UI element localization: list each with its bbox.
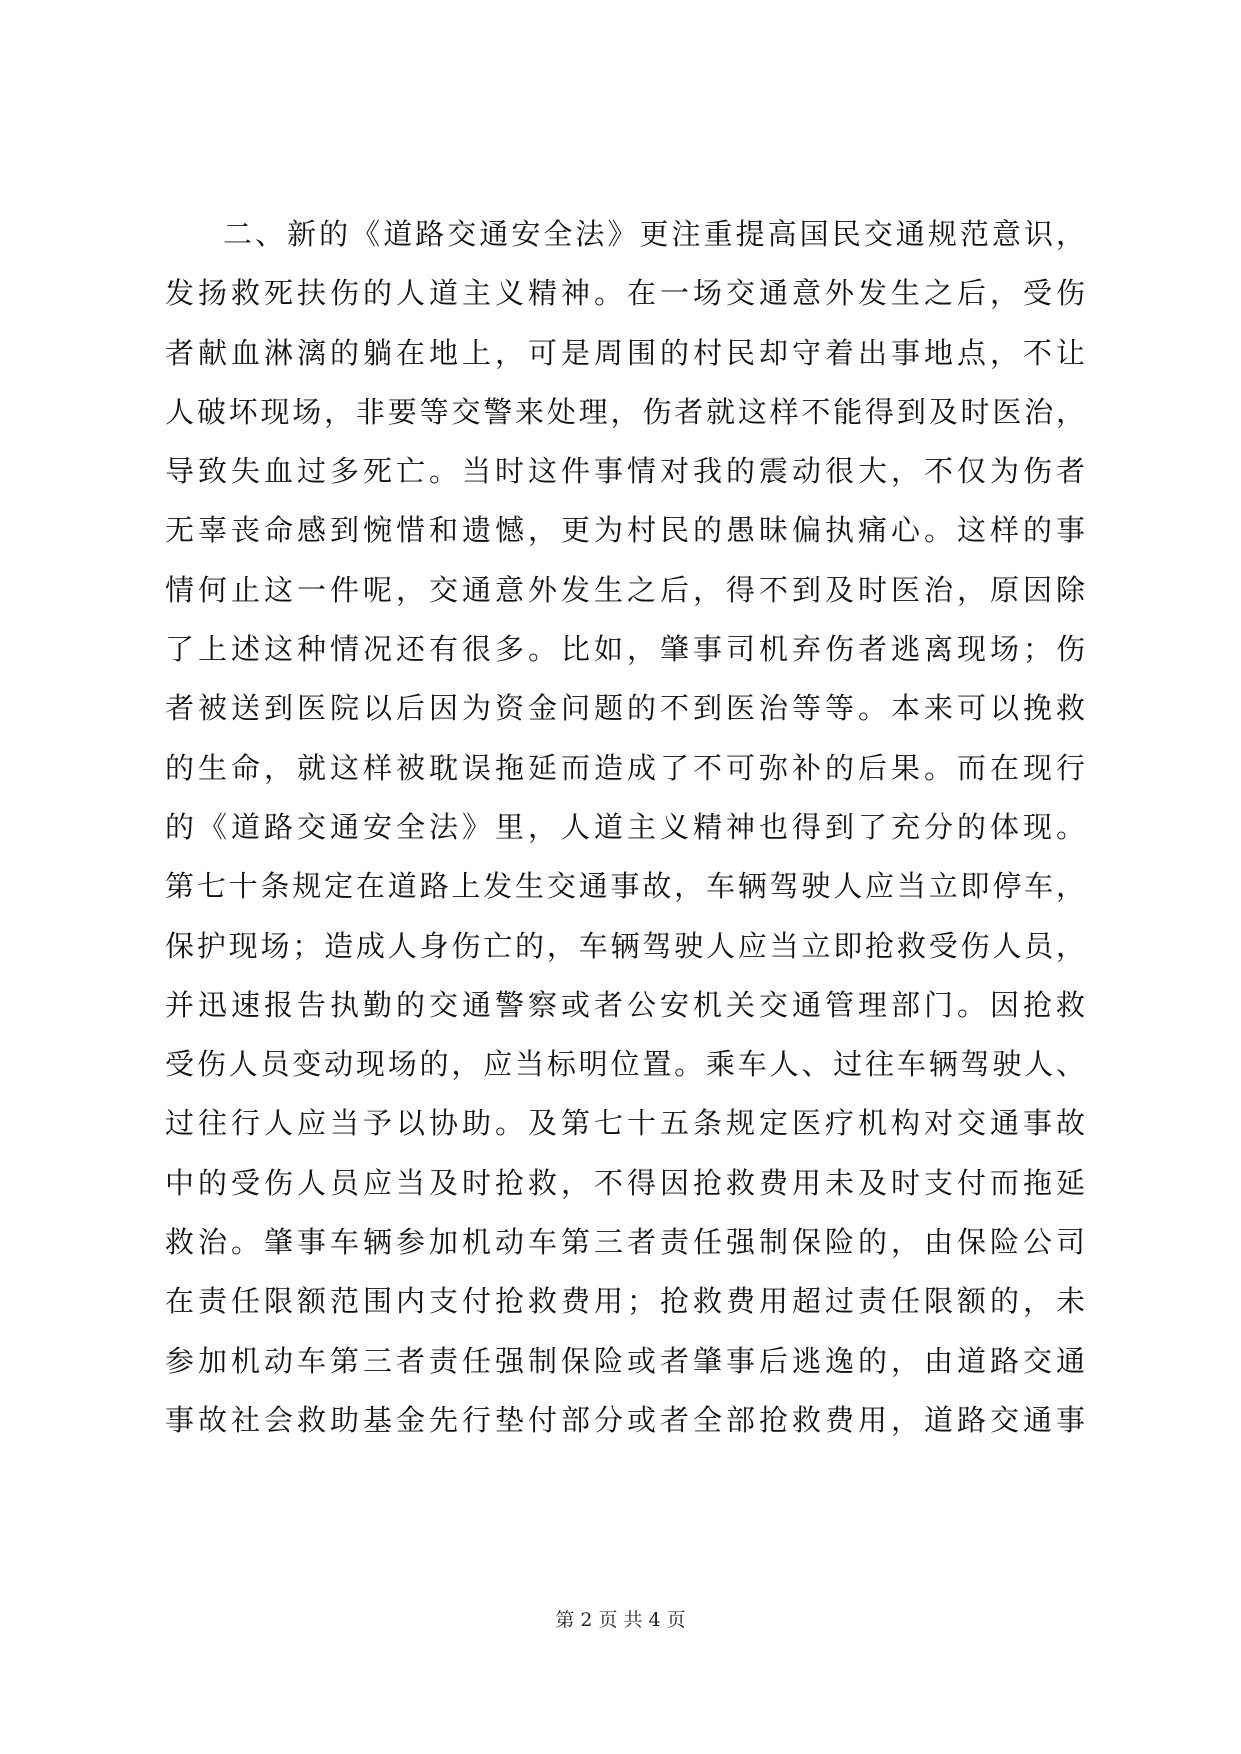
text-line: 事故社会救助基金先行垫付部分或者全部抢救费用，道路交通事	[165, 1402, 1085, 1437]
text-line: 的《道路交通安全法》里，人道主义精神也得到了充分的体现。	[165, 809, 1085, 844]
page-footer	[0, 1607, 1241, 1633]
text-line: 的生命，就这样被耽误拖延而造成了不可弥补的后果。而在现行	[165, 750, 1085, 785]
body-paragraph	[165, 205, 1085, 1450]
text-line: 第七十条规定在道路上发生交通事故，车辆驾驶人应当立即停车，	[165, 869, 1085, 904]
text-line: 情何止这一件呢，交通意外发生之后，得不到及时医治，原因除	[165, 572, 1085, 607]
text-line: 导致失血过多死亡。当时这件事情对我的震动很大，不仅为伤者	[165, 454, 1085, 489]
text-line: 参加机动车第三者责任强制保险或者肇事后逃逸的，由道路交通	[165, 1343, 1085, 1378]
text-line: 无辜丧命感到惋惜和遗憾，更为村民的愚昧偏执痛心。这样的事	[165, 513, 1085, 548]
page-number-label: 第 2 页 共 4 页	[555, 1609, 686, 1631]
text-line: 并迅速报告执勤的交通警察或者公安机关交通管理部门。因抢救	[165, 987, 1085, 1022]
text-line: 者被送到医院以后因为资金问题的不到医治等等。本来可以挽救	[165, 691, 1085, 726]
text-line: 人破坏现场，非要等交警来处理，伤者就这样不能得到及时医治，	[165, 394, 1085, 429]
text-line: 受伤人员变动现场的，应当标明位置。乘车人、过往车辆驾驶人、	[165, 1047, 1085, 1082]
text-line: 中的受伤人员应当及时抢救，不得因抢救费用未及时支付而拖延	[165, 1165, 1085, 1200]
text-line: 保护现场；造成人身伤亡的，车辆驾驶人应当立即抢救受伤人员，	[165, 928, 1085, 963]
text-line: 二、新的《道路交通安全法》更注重提高国民交通规范意识，	[223, 217, 1085, 251]
text-line: 在责任限额范围内支付抢救费用；抢救费用超过责任限额的，未	[165, 1284, 1085, 1319]
text-line: 救治。肇事车辆参加机动车第三者责任强制保险的，由保险公司	[165, 1225, 1085, 1260]
text-line: 了上述这种情况还有很多。比如，肇事司机弃伤者逃离现场；伤	[165, 632, 1085, 667]
text-line: 过往行人应当予以协助。及第七十五条规定医疗机构对交通事故	[165, 1106, 1085, 1141]
text-line: 发扬救死扶伤的人道主义精神。在一场交通意外发生之后，受伤	[165, 276, 1085, 311]
text-line: 者献血淋漓的躺在地上，可是周围的村民却守着出事地点，不让	[165, 335, 1085, 370]
